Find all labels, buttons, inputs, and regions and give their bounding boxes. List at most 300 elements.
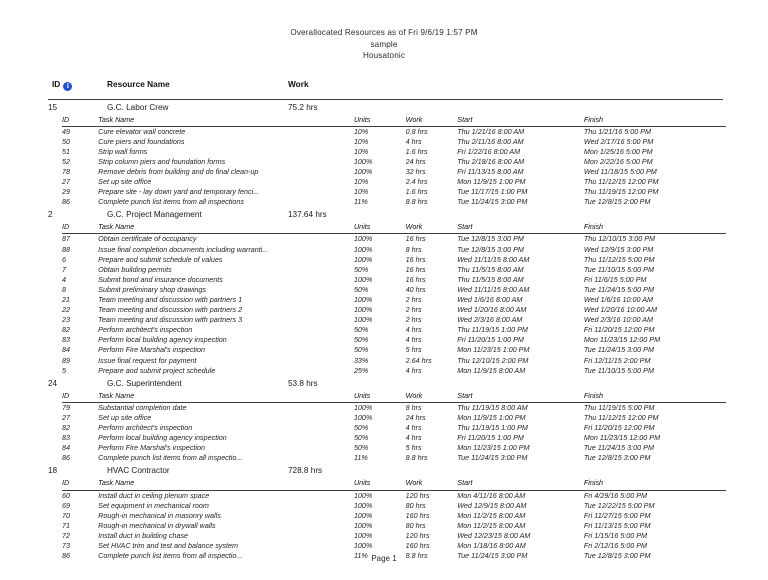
task-cell-finish: Wed 1/20/16 10:00 AM [583,305,657,315]
task-cell-id: 86 [62,453,70,463]
task-cell-name: Issue final completion documents including warranti... [98,244,269,254]
resource-group-work: 137.64 hrs [288,210,327,220]
task-cell-start: Tue 12/8/15 3:00 PM [457,234,524,244]
task-cell-id: 72 [62,530,70,540]
task-cell-work: 4 hrs [405,423,422,433]
task-cell-id: 29 [62,187,70,197]
task-cell-finish: Fri 4/29/16 5:00 PM [583,490,647,500]
task-cell-finish: Wed 2/3/16 10:00 AM [583,315,653,325]
task-cell-work: 16 hrs [405,274,426,284]
task-column-header-work[interactable]: Work [405,390,423,400]
resource-group-id: 18 [48,466,58,476]
task-column-header-units[interactable]: Units [353,222,371,232]
task-cell-id: 79 [62,402,70,412]
resource-group-work: 75.2 hrs [288,102,318,112]
task-column-header-units[interactable]: Units [353,114,371,124]
task-cell-work: 4 hrs [405,325,422,335]
task-cell-units: 10% [353,177,369,187]
task-cell-work: 2 hrs [405,315,422,325]
task-cell-finish: Fri 11/20/15 12:00 PM [583,325,655,335]
task-cell-units: 100% [353,274,373,284]
resource-group [0,210,768,375]
task-cell-units: 50% [353,443,369,453]
task-cell-id: 83 [62,335,70,345]
task-cell-name: Team meeting and discussion with partners 3 [98,315,243,325]
task-cell-work: 8 hrs [405,244,422,254]
task-cell-units: 50% [353,284,369,294]
task-column-header-id[interactable]: ID [62,114,70,124]
task-column-header-finish[interactable]: Finish [583,114,604,124]
task-cell-id: 6 [62,254,66,264]
task-row[interactable] [62,423,726,433]
task-cell-finish: Tue 12/8/15 3:00 PM [583,453,651,463]
task-cell-work: 160 hrs [405,540,430,550]
task-cell-units: 100% [353,412,373,422]
task-cell-finish: Wed 1/6/16 10:00 AM [583,295,653,304]
task-row[interactable] [62,511,726,521]
task-row[interactable] [62,335,726,345]
task-cell-finish: Mon 11/23/15 12:00 PM [583,335,661,345]
task-column-header-work[interactable]: Work [405,114,423,124]
task-cell-work: 120 hrs [405,490,430,500]
task-cell-finish: Thu 11/12/15 12:00 PM [583,177,659,187]
task-cell-units: 50% [353,325,369,335]
task-cell-start: Mon 4/11/16 8:00 AM [457,490,526,500]
task-cell-start: Wed 1/20/16 8:00 AM [457,305,527,315]
task-cell-start: Wed 2/3/16 8:00 AM [457,315,523,325]
task-cell-finish: Tue 12/8/15 2:00 PM [583,197,651,207]
task-cell-start: Thu 11/5/15 8:00 AM [457,264,524,274]
resource-group-work: 728.8 hrs [288,466,323,476]
task-cell-name: Strip column piers and foundation forms [98,156,226,166]
task-cell-finish: Mon 11/23/15 12:00 PM [583,433,661,443]
task-column-header-finish[interactable]: Finish [583,390,604,400]
task-row[interactable] [62,453,726,463]
task-cell-work: 0.8 hrs [405,126,428,136]
task-cell-start: Mon 11/9/15 1:00 PM [457,177,526,187]
task-row[interactable] [62,443,726,453]
task-cell-name: Complete punch list items from all inspectio... [98,453,243,463]
task-cell-units: 100% [353,520,373,530]
task-cell-units: 50% [353,433,369,443]
task-cell-start: Thu 11/19/15 1:00 PM [457,423,528,433]
task-cell-id: 89 [62,355,70,365]
task-cell-id: 52 [62,156,70,166]
task-cell-start: Mon 11/23/15 1:00 PM [457,345,530,355]
task-cell-finish: Fri 2/12/16 5:00 PM [583,540,647,550]
task-row[interactable] [62,366,726,376]
task-cell-units: 11% [353,453,368,463]
report-subtitle: sample [370,39,398,49]
task-column-header-task-name[interactable]: Task Name [98,114,135,124]
task-cell-units: 33% [353,355,369,365]
task-row[interactable] [62,126,726,137]
task-cell-units: 11% [353,551,368,561]
task-row[interactable] [62,521,726,531]
task-cell-start: Tue 12/8/15 3:00 PM [457,244,524,254]
task-cell-finish: Wed 2/17/16 5:00 PM [583,136,654,146]
task-cell-id: 21 [62,295,70,304]
task-column-header-id[interactable]: ID [62,478,70,488]
task-cell-finish: Wed 11/18/15 5:00 PM [583,166,657,176]
resource-group-name: G.C. Labor Crew [107,102,169,112]
task-cell-units: 50% [353,335,369,345]
task-cell-units: 10% [353,187,369,197]
task-cell-name: Perform architect's inspection [98,325,193,335]
resource-group-header [0,379,768,391]
task-cell-finish: Tue 11/24/15 3:00 PM [583,345,654,355]
task-cell-finish: Thu 11/19/15 5:00 PM [583,402,655,412]
task-cell-work: 16 hrs [405,234,426,244]
task-column-header-work[interactable]: Work [405,222,423,232]
task-cell-finish: Fri 1/15/16 5:00 PM [583,530,647,540]
task-cell-work: 120 hrs [405,530,430,540]
task-cell-units: 100% [353,305,373,315]
task-column-header-finish[interactable]: Finish [583,478,604,488]
task-cell-finish: Tue 11/24/15 5:00 PM [583,284,654,294]
task-row[interactable] [62,245,726,255]
task-row[interactable] [62,197,726,207]
task-row[interactable] [62,295,726,305]
task-cell-work: 5 hrs [405,345,422,355]
task-cell-finish: Thu 1/21/16 5:00 PM [583,126,652,136]
column-header-work: Work [288,78,309,89]
task-table-header-row [62,391,726,403]
task-cell-work: 8.8 hrs [405,197,428,207]
task-cell-units: 100% [353,402,373,412]
task-cell-finish: Mon 1/25/16 5:00 PM [583,146,653,156]
task-cell-start: Fri 11/13/15 8:00 AM [457,166,524,176]
task-row[interactable] [62,285,726,295]
task-cell-finish: Tue 11/24/15 3:00 PM [583,443,654,453]
task-cell-id: 73 [62,540,70,550]
task-table [62,222,726,375]
task-cell-start: Thu 2/11/16 8:00 AM [457,136,524,146]
task-cell-finish: Tue 12/22/15 5:00 PM [583,500,655,510]
task-cell-units: 100% [353,254,373,264]
page-footer: Page 1 [371,554,397,563]
resource-group-id: 15 [48,102,58,112]
task-cell-work: 1.6 hrs [405,187,428,197]
column-header-id [52,79,72,91]
task-table-header-row [62,115,726,127]
task-cell-units: 100% [353,510,373,520]
task-cell-name: Obtain certificate of occupancy [98,234,197,244]
task-cell-units: 100% [353,234,373,244]
task-cell-name: Set up site office [98,177,152,187]
task-cell-finish: Fri 11/20/15 12:00 PM [583,423,655,433]
task-column-header-units[interactable]: Units [353,478,371,488]
task-cell-name: Team meeting and discussion with partners 2 [98,305,243,315]
task-cell-name: Perform architect's inspection [98,423,193,433]
task-cell-units: 100% [353,156,373,166]
task-cell-work: 2 hrs [405,295,422,304]
task-cell-finish: Thu 11/12/15 12:00 PM [583,412,659,422]
task-table-header-row [62,222,726,234]
task-row[interactable] [62,305,726,315]
task-row[interactable] [62,501,726,511]
task-cell-start: Mon 11/2/15 8:00 AM [457,520,526,530]
task-cell-start: Thu 1/21/16 8:00 AM [457,126,525,136]
task-column-header-id[interactable]: ID [62,222,70,232]
resource-group-header [0,466,768,478]
task-cell-start: Wed 1/6/16 8:00 AM [457,295,523,304]
task-cell-work: 4 hrs [405,335,422,345]
task-table [62,478,726,561]
task-row[interactable] [62,255,726,265]
task-cell-id: 86 [62,551,70,561]
task-row[interactable] [62,325,726,335]
task-cell-start: Wed 11/11/15 8:00 AM [457,254,530,264]
task-row[interactable] [62,490,726,501]
task-cell-name: Cure piers and foundations [98,136,185,146]
task-column-header-units[interactable]: Units [353,390,371,400]
task-cell-work: 4 hrs [405,365,422,375]
task-cell-id: 71 [62,520,70,530]
task-cell-start: Fri 11/20/15 1:00 PM [457,433,524,443]
task-cell-start: Wed 12/9/15 8:00 AM [457,500,527,510]
task-cell-start: Thu 12/10/15 2:00 PM [457,355,529,365]
task-cell-units: 25% [353,365,369,375]
task-row[interactable] [62,137,726,147]
task-cell-start: Mon 11/9/15 1:00 PM [457,412,526,422]
task-table [62,391,726,464]
task-cell-name: Set up site office [98,412,152,422]
task-row[interactable] [62,275,726,285]
task-cell-units: 10% [353,126,369,136]
task-cell-units: 10% [353,136,369,146]
task-column-header-task-name[interactable]: Task Name [98,222,135,232]
task-cell-start: Wed 12/23/15 8:00 AM [457,530,531,540]
task-column-header-work[interactable]: Work [405,478,423,488]
resource-group [0,466,768,561]
task-cell-start: Fri 1/22/16 8:00 AM [457,146,521,156]
task-cell-start: Tue 11/24/15 3:00 PM [457,551,528,561]
task-cell-name: Issue final request for payment [98,355,197,365]
task-cell-id: 83 [62,433,70,443]
task-cell-start: Tue 11/24/15 3:00 PM [457,453,528,463]
task-cell-id: 88 [62,244,70,254]
task-cell-units: 50% [353,345,369,355]
task-cell-work: 40 hrs [405,284,426,294]
task-cell-units: 100% [353,244,373,254]
task-cell-id: 7 [62,264,66,274]
task-cell-start: Thu 11/19/15 1:00 PM [457,325,528,335]
task-cell-id: 82 [62,325,70,335]
task-cell-work: 80 hrs [405,500,426,510]
task-cell-id: 60 [62,490,70,500]
resource-group-name: HVAC Contractor [107,466,170,476]
resource-group-id: 2 [48,210,53,220]
task-cell-finish: Thu 12/10/15 3:00 PM [583,234,655,244]
task-cell-id: 27 [62,177,70,187]
column-header-row [0,79,768,95]
task-cell-start: Tue 11/17/15 1:00 PM [457,187,528,197]
task-cell-name: Perform Fire Marshal's inspection [98,443,205,453]
task-cell-id: 5 [62,365,66,375]
resource-group [0,103,768,208]
task-row[interactable] [62,541,726,551]
resource-group-header [0,103,768,115]
task-column-header-start[interactable]: Start [457,478,473,488]
task-row[interactable] [62,356,726,366]
task-row[interactable] [62,531,726,541]
task-cell-id: 84 [62,443,70,453]
column-header-id-label: ID [52,78,61,89]
task-cell-work: 16 hrs [405,264,426,274]
task-cell-name: Submit preliminary shop drawings [98,284,207,294]
task-cell-start: Thu 11/5/15 8:00 AM [457,274,524,284]
task-column-header-start[interactable]: Start [457,390,473,400]
task-cell-id: 4 [62,274,66,284]
task-cell-name: Cure elevator wall concrete [98,126,186,136]
task-cell-name: Prepare and submit schedule of values [98,254,223,264]
task-cell-finish: Mon 2/22/16 5:00 PM [583,156,653,166]
task-cell-work: 24 hrs [405,412,426,422]
task-table [62,115,726,208]
task-cell-start: Thu 11/19/15 8:00 AM [457,402,528,412]
task-cell-name: Set HVAC trim and test and balance system [98,540,238,550]
task-cell-id: 69 [62,500,70,510]
info-icon: i [63,82,72,91]
task-cell-id: 49 [62,126,70,136]
task-cell-id: 82 [62,423,70,433]
task-cell-work: 80 hrs [405,520,426,530]
task-cell-id: 78 [62,166,70,176]
task-cell-id: 27 [62,412,70,422]
task-column-header-start[interactable]: Start [457,114,473,124]
task-cell-units: 100% [353,166,373,176]
task-cell-name: Strip wall forms [98,146,148,156]
task-cell-units: 10% [353,146,369,156]
task-cell-name: Perform local building agency inspection [98,335,227,345]
task-row[interactable] [62,187,726,197]
task-cell-work: 4 hrs [405,136,422,146]
task-column-header-start[interactable]: Start [457,222,473,232]
task-cell-work: 2.4 hrs [405,177,428,187]
task-cell-units: 50% [353,264,369,274]
task-row[interactable] [62,157,726,167]
task-cell-name: Prepare site - lay down yard and temporary fenci... [98,187,260,197]
task-cell-name: Complete punch list items from all inspectio... [98,551,243,561]
task-row[interactable] [62,315,726,325]
task-cell-name: Prepare and submit project schedule [98,365,216,375]
task-cell-units: 100% [353,500,373,510]
task-cell-finish: Tue 11/10/15 5:00 PM [583,365,654,375]
column-header-resource-name: Resource Name [107,78,170,89]
report-header [0,0,768,62]
task-cell-name: Submit bond and insurance documents [98,274,223,284]
task-cell-units: 100% [353,315,373,325]
task-column-header-id[interactable]: ID [62,390,70,400]
task-column-header-task-name[interactable]: Task Name [98,390,135,400]
task-column-header-task-name[interactable]: Task Name [98,478,135,488]
resource-group-id: 24 [48,378,58,388]
task-cell-name: Set equipment in mechanical room [98,500,209,510]
task-cell-start: Tue 11/24/15 3:00 PM [457,197,528,207]
task-cell-finish: Fri 11/13/15 5:00 PM [583,520,651,530]
task-cell-work: 24 hrs [405,156,426,166]
resource-group-name: G.C. Project Management [107,210,202,220]
task-cell-work: 2 hrs [405,305,422,315]
task-cell-units: 100% [353,490,373,500]
resource-group [0,379,768,464]
task-row[interactable] [62,345,726,355]
task-cell-name: Complete punch list items from all inspections [98,197,244,207]
task-cell-finish: Thu 11/12/15 5:00 PM [583,254,655,264]
resource-groups [0,103,768,562]
task-cell-name: Install duct in ceiling plenum space [98,490,210,500]
task-row[interactable] [62,402,726,413]
task-cell-units: 100% [353,540,373,550]
task-row[interactable] [62,413,726,423]
task-cell-work: 32 hrs [405,166,426,176]
task-cell-id: 23 [62,315,70,325]
task-row[interactable] [62,433,726,443]
task-cell-id: 51 [62,146,70,156]
task-cell-id: 87 [62,234,70,244]
task-cell-finish: Tue 11/10/15 5:00 PM [583,264,654,274]
task-cell-name: Rough-in mechanical in masonry walls [98,510,221,520]
task-cell-start: Mon 1/18/16 8:00 AM [457,540,526,550]
task-cell-work: 8.8 hrs [405,453,428,463]
task-cell-start: Fri 11/20/15 1:00 PM [457,335,524,345]
task-cell-start: Thu 2/18/16 8:00 AM [457,156,525,166]
task-cell-units: 100% [353,295,373,304]
task-cell-finish: Tue 12/8/15 3:00 PM [583,551,651,561]
task-cell-id: 22 [62,305,70,315]
task-cell-units: 50% [353,423,369,433]
task-cell-id: 70 [62,510,70,520]
report-title: Overallocated Resources as of Fri 9/6/19 1:57 PM [290,28,478,37]
task-cell-name: Team meeting and discussion with partners 1 [98,295,243,304]
task-cell-id: 86 [62,197,70,207]
task-cell-work: 1.6 hrs [405,146,428,156]
task-cell-finish: Wed 12/9/15 3:00 PM [583,244,654,254]
task-cell-id: 50 [62,136,70,146]
task-cell-start: Wed 11/11/15 8:00 AM [457,284,530,294]
task-column-header-finish[interactable]: Finish [583,222,604,232]
task-row[interactable] [62,147,726,157]
task-cell-work: 8.8 hrs [405,551,428,561]
resource-group-work: 53.8 hrs [288,378,318,388]
task-cell-start: Mon 11/23/15 1:00 PM [457,443,530,453]
task-cell-finish: Fri 11/27/15 5:00 PM [583,510,651,520]
task-row[interactable] [62,167,726,177]
task-cell-id: 84 [62,345,70,355]
task-cell-name: Perform local building agency inspection [98,433,227,443]
report-project-name: Housatonic [362,51,406,60]
task-cell-start: Mon 11/9/15 8:00 AM [457,365,526,375]
task-cell-id: 8 [62,284,66,294]
header-divider [48,99,723,100]
task-cell-work: 4 hrs [405,433,422,443]
resource-group-header [0,210,768,222]
task-table-header-row [62,478,726,490]
task-cell-work: 5 hrs [405,443,422,453]
task-cell-work: 8 hrs [405,402,422,412]
task-row[interactable] [62,177,726,187]
task-cell-work: 160 hrs [405,510,430,520]
task-row[interactable] [62,234,726,245]
task-cell-name: Substantial completion date [98,402,187,412]
task-cell-name: Rough-in mechanical in drywall walls [98,520,216,530]
task-cell-work: 2.64 hrs [405,355,432,365]
task-cell-finish: Fri 12/11/15 2:00 PM [583,355,651,365]
resource-group-name: G.C. Superintendent [107,378,182,388]
task-cell-start: Mon 11/2/15 8:00 AM [457,510,526,520]
task-row[interactable] [62,265,726,275]
